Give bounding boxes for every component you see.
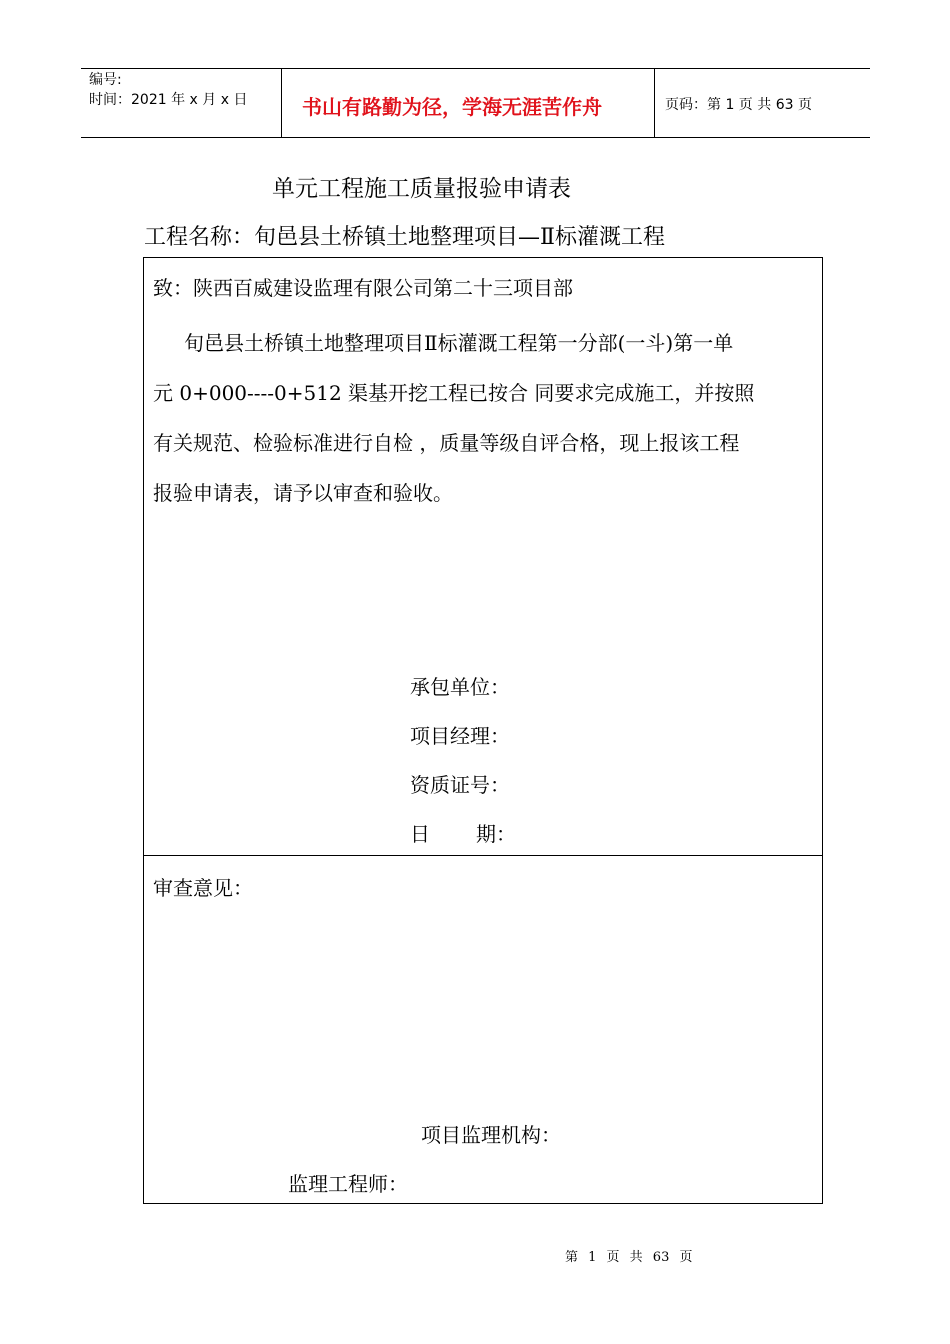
supervision-org-label: 项目监理机构： (421, 1123, 561, 1147)
page-footer: 第 1 页 共 63 页 (565, 1250, 693, 1265)
header-meta-cell (81, 69, 282, 137)
supervision-engineer-label: 监理工程师： (288, 1172, 408, 1196)
review-opinion-label: 审查意见： (153, 876, 253, 900)
body-line: 旬邑县土桥镇土地整理项目Ⅱ标灌溉工程第一分部(一斗)第一单 (184, 331, 734, 355)
addressee-line: 致：陕西百威建设监理有限公司第二十三项目部 (153, 276, 573, 300)
page-header (81, 68, 870, 138)
qualification-number-label: 资质证号： (410, 773, 510, 797)
date-label-part-1: 日 (410, 822, 430, 846)
header-page-info: 页码：第 1 页 共 63 页 (665, 97, 812, 113)
project-name: 工程名称：旬邑县土桥镇土地整理项目—Ⅱ标灌溉工程 (144, 225, 665, 250)
date-label (410, 818, 516, 847)
number-label: 编号: (89, 72, 122, 88)
header-motto-cell (282, 69, 655, 137)
header-page-cell (655, 69, 870, 137)
form-section-divider (143, 855, 823, 856)
document-title: 单元工程施工质量报验申请表 (272, 176, 571, 202)
contractor-label: 承包单位： (410, 675, 510, 699)
motto-text: 书山有路勤为径，学海无涯苦作舟 (302, 95, 602, 119)
body-line: 元 0+000----0+512 渠基开挖工程已按合 同要求完成施工，并按照 (153, 381, 755, 405)
date-label-part-2: 期： (476, 822, 516, 846)
time-label: 时间：2021 年 x 月 x 日 (89, 92, 248, 108)
project-manager-label: 项目经理： (410, 724, 510, 748)
body-line: 报验申请表，请予以审查和验收。 (153, 481, 453, 505)
application-body (153, 318, 817, 518)
body-line: 有关规范、检验标准进行自检 ，质量等级自评合格，现上报该工程 (153, 431, 740, 455)
